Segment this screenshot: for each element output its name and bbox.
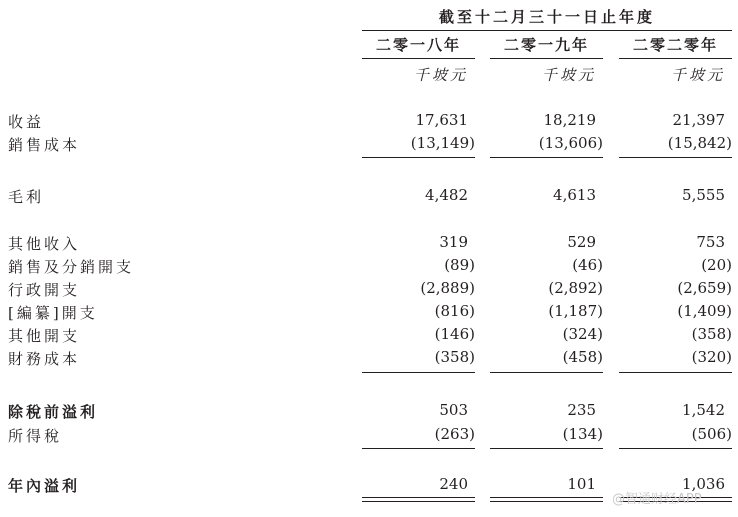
header-rule (362, 30, 732, 31)
other-income-2019: 529 (567, 233, 596, 251)
unit-2018: 千坡元 (413, 66, 468, 84)
subtotal-rule-3-2018 (362, 448, 475, 449)
cost-of-sales-2020: (15,842) (667, 134, 732, 152)
administrative-2020: (2,659) (677, 279, 732, 297)
row-label-other-income: 其他收入 (8, 235, 81, 253)
redacted-expenses-2019: (1,187) (548, 302, 603, 320)
other-expenses-2020: (358) (691, 325, 732, 343)
selling-distribution-2020: (20) (701, 256, 732, 274)
profit-for-year-2020: 1,036 (682, 475, 725, 493)
year-rule-2019 (490, 58, 603, 59)
other-income-2018: 319 (439, 233, 468, 251)
profit-for-year-2018: 240 (439, 475, 468, 493)
gross-profit-2020: 5,555 (682, 186, 725, 204)
row-label-redacted-expenses: [編纂]開支 (8, 304, 98, 322)
gross-profit-2018: 4,482 (425, 186, 468, 204)
subtotal-rule-2-2020 (619, 372, 732, 373)
cost-of-sales-2019: (13,606) (538, 134, 603, 152)
row-label-selling-distribution: 銷售及分銷開支 (8, 258, 135, 276)
income-tax-2020: (506) (691, 425, 732, 443)
redacted-expenses-2018: (816) (434, 302, 475, 320)
row-label-gross-profit: 毛利 (8, 188, 45, 206)
subtotal-rule-2-2018 (362, 372, 475, 373)
profit-before-tax-2019: 235 (567, 401, 596, 419)
income-tax-2018: (263) (434, 425, 475, 443)
unit-2020: 千坡元 (670, 66, 725, 84)
subtotal-rule-3-2020 (619, 448, 732, 449)
subtotal-rule-2019 (490, 157, 603, 158)
revenue-2019: 18,219 (543, 111, 596, 129)
profit-for-year-2019: 101 (567, 475, 596, 493)
period-header: 截至十二月三十一日止年度 (438, 8, 655, 26)
revenue-2018: 17,631 (415, 111, 468, 129)
row-label-other-expenses: 其他開支 (8, 327, 81, 345)
gross-profit-2019: 4,613 (553, 186, 596, 204)
row-label-finance-costs: 財務成本 (8, 350, 81, 368)
revenue-2020: 21,397 (672, 111, 725, 129)
redacted-expenses-2020: (1,409) (677, 302, 732, 320)
selling-distribution-2019: (46) (572, 256, 603, 274)
row-label-cost-of-sales: 銷售成本 (8, 136, 81, 154)
subtotal-rule-2-2019 (490, 372, 603, 373)
row-label-profit-before-tax: 除稅前溢利 (8, 403, 99, 421)
row-label-revenue: 收益 (8, 113, 45, 131)
subtotal-rule-2018 (362, 157, 475, 158)
income-tax-2019: (134) (562, 425, 603, 443)
other-expenses-2018: (146) (434, 325, 475, 343)
year-rule-2020 (619, 58, 732, 59)
administrative-2018: (2,889) (420, 279, 475, 297)
total-rule-b-2019 (490, 501, 603, 502)
selling-distribution-2018: (89) (444, 256, 475, 274)
finance-costs-2018: (358) (434, 348, 475, 366)
finance-costs-2019: (458) (562, 348, 603, 366)
year-rule-2018 (362, 58, 475, 59)
row-label-profit-for-year: 年內溢利 (8, 477, 81, 495)
other-expenses-2019: (324) (562, 325, 603, 343)
total-rule-b-2018 (362, 501, 475, 502)
year-2018-header: 二零一八年 (375, 36, 461, 54)
cost-of-sales-2018: (13,149) (410, 134, 475, 152)
finance-costs-2020: (320) (691, 348, 732, 366)
profit-before-tax-2018: 503 (439, 401, 468, 419)
year-2019-header: 二零一九年 (503, 36, 589, 54)
row-label-administrative: 行政開支 (8, 281, 81, 299)
watermark: @智通财经APP (612, 492, 702, 507)
administrative-2019: (2,892) (548, 279, 603, 297)
profit-before-tax-2020: 1,542 (682, 401, 725, 419)
total-rule-a-2019 (490, 497, 603, 498)
total-rule-a-2018 (362, 497, 475, 498)
subtotal-rule-2020 (619, 157, 732, 158)
other-income-2020: 753 (696, 233, 725, 251)
row-label-income-tax: 所得稅 (8, 427, 63, 445)
subtotal-rule-3-2019 (490, 448, 603, 449)
year-2020-header: 二零二零年 (632, 36, 718, 54)
unit-2019: 千坡元 (541, 66, 596, 84)
